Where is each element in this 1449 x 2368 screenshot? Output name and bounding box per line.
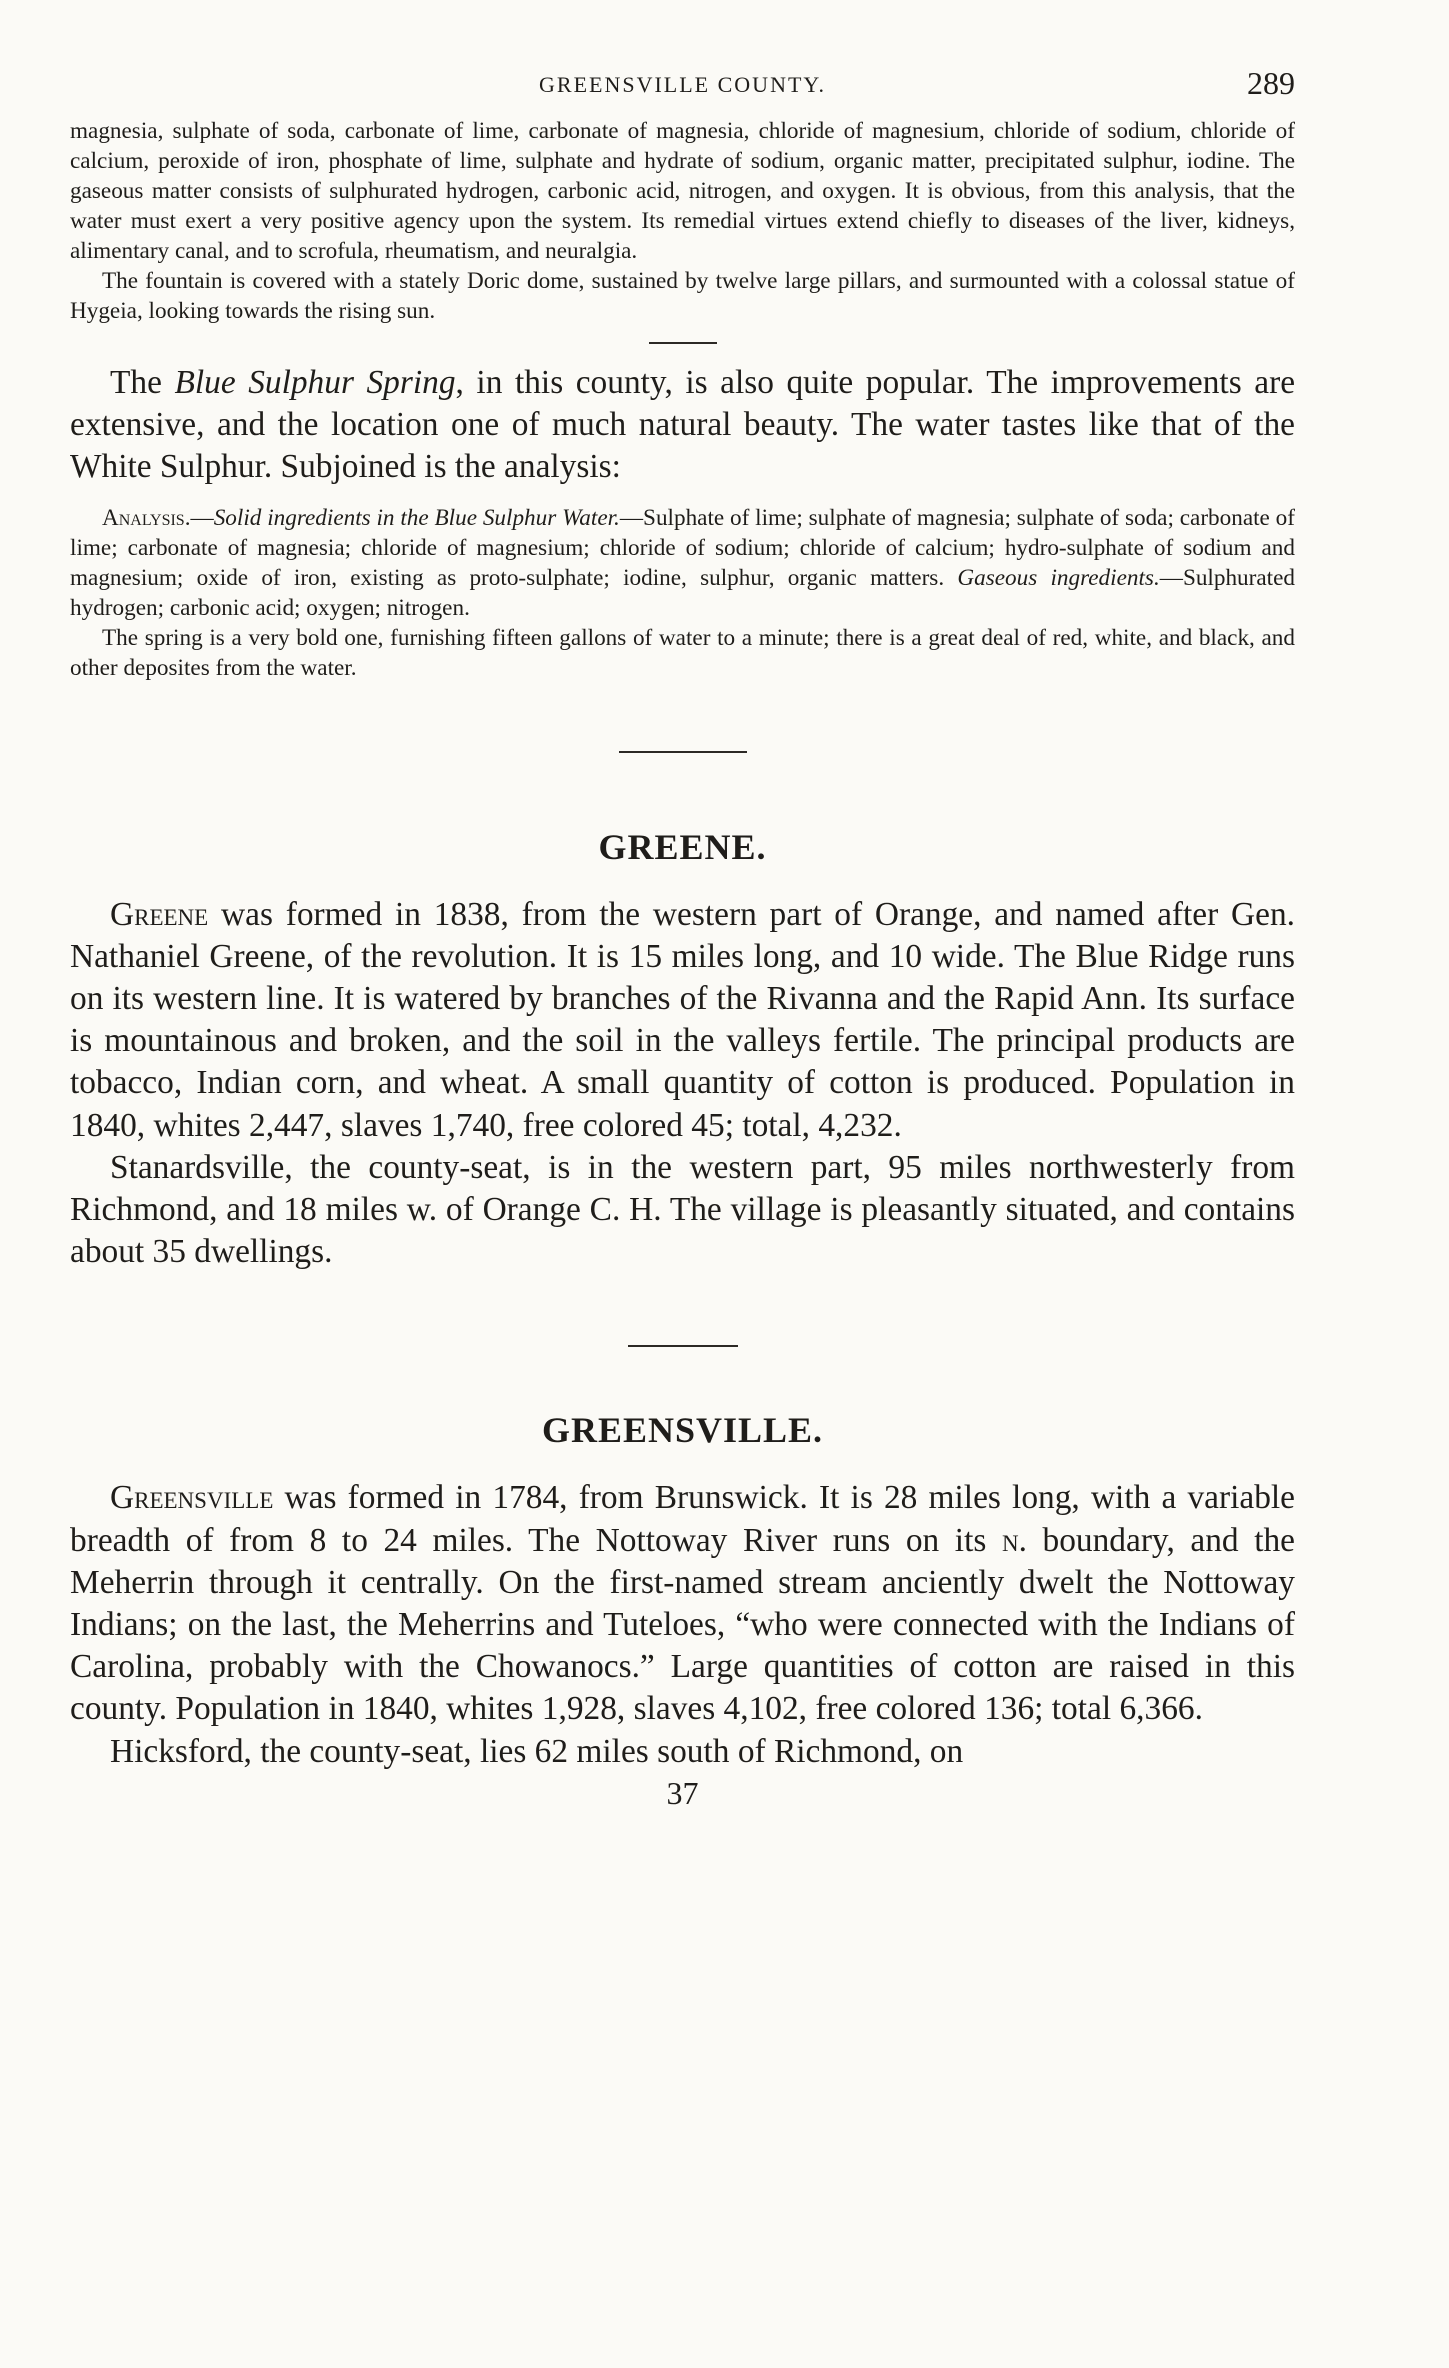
spring-note-paragraph: The spring is a very bold one, furnishing fifteen gallons of water to a minute; there is a great deal of red, white, and black, and other deposites from the water. [70, 624, 1295, 681]
hicksford-paragraph: Hicksford, the county-seat, lies 62 miles south of Richmond, on [110, 1732, 964, 1770]
solid-ingredients-text: —Sulphate of lime; sulphate of magnesia; sulphate of soda; carbonate of lime; carbonate of magnesia; chloride of magnesium; chloride of sodium; chloride of calcium; hydro-sulphate of sodium and magnesium; oxide of iron, existing as proto-sulphate; iodine, sulphur, organic matters. [70, 504, 1295, 591]
gaseous-ingredients-heading: Gaseous ingredients. [957, 564, 1160, 591]
running-title: GREENSVILLE COUNTY. [539, 72, 826, 97]
fountain-paragraph: The fountain is covered with a stately Doric dome, sustained by twelve large pillars, and surmounted with a colossal statue of Hygeia, looking towards the rising sun. [70, 268, 1295, 324]
greensville-paragraph [70, 1477, 1295, 1730]
direction-abbrev: n. [1001, 1521, 1027, 1559]
analysis-paragraph [70, 503, 1295, 623]
greensville-lead: Greensville [110, 1479, 274, 1517]
running-head [70, 60, 1295, 116]
section-divider [628, 1345, 738, 1347]
analysis-block [70, 503, 1295, 683]
signature-mark: 37 [666, 1774, 699, 1811]
greene-paragraph [70, 894, 1295, 1147]
greensville-text: was formed in 1784, from Brunswick. It is 28 miles long, with a variable breadth of from 8 to 24 miles. The Nottoway River runs on its [70, 1479, 1295, 1559]
analysis-dash: — [190, 504, 214, 531]
intro-text: , in this county, is also quite popular. The improvements are extensive, and the location one of much natural beauty. The water tastes like that of the White Sulphur. Subjoined is the analysis: [70, 364, 1296, 486]
section-divider [649, 342, 717, 344]
book-page [70, 60, 1295, 1812]
greensville-heading: GREENSVILLE. [541, 1410, 824, 1451]
analysis-continuation-paragraph: magnesia, sulphate of soda, carbonate of lime, carbonate of magnesia, chloride of magnesium, chloride of sodium, chloride of calcium, peroxide of iron, phosphate of lime, sulphate and hydrate of sodium, organic matter, precipitated sulphur, iodine. The gaseous matter consists of sulphurated hydrogen, carbonic acid, nitrogen, and oxygen. It is obvious, from this analysis, that the water must exert a very positive agency upon the system. Its remedial virtues extend chiefly to diseases of the liver, kidneys, alimentary canal, and to scrofula, rheumatism, and neuralgia. [70, 118, 1295, 264]
blue-sulphur-intro [70, 362, 1295, 489]
page-number: 289 [1247, 65, 1295, 101]
analysis-label: Analysis. [102, 504, 191, 531]
greene-heading: GREENE. [598, 826, 767, 867]
intro-text: The [110, 364, 175, 401]
solid-ingredients-heading: Solid ingredients in the Blue Sulphur Water. [213, 504, 620, 531]
stanardsville-paragraph: Stanardsville, the county-seat, is in the western part, 95 miles northwesterly from Richmond, and 18 miles w. of Orange C. H. The village is pleasantly situated, and contains about 35 dwellings. [70, 1148, 1295, 1271]
greene-text: was formed in 1838, from the western part of Orange, and named after Gen. Nathaniel Greene, of the revolution. It is 15 miles long, and 10 wide. The Blue Ridge runs on its western line. It is watered by branches of the Rivanna and the Rapid Ann. Its surface is mountainous and broken, and the soil in the valleys fertile. The principal products are tobacco, Indian corn, and wheat. A small quantity of cotton is produced. Population in 1840, whites 2,447, slaves 1,740, free colored 45; total, 4,232. [70, 895, 1295, 1144]
spring-name: Blue Sulphur Spring [174, 364, 456, 401]
greensville-text: boundary, and the Meherrin through it centrally. On the first-named stream anciently dwelt the Nottoway Indians; on the last, the Meherrins and Tuteloes, “who were connected with the Indians of Carolina, probably with the Chowanocs.” Large quantities of cotton are raised in this county. Population in 1840, whites 1,928, slaves 4,102, free colored 136; total 6,366. [70, 1521, 1295, 1728]
section-divider [619, 751, 747, 753]
greene-lead: Greene [110, 895, 209, 933]
gaseous-ingredients-text: —Sulphurated hydrogen; carbonic acid; oxygen; nitrogen. [70, 564, 1295, 621]
